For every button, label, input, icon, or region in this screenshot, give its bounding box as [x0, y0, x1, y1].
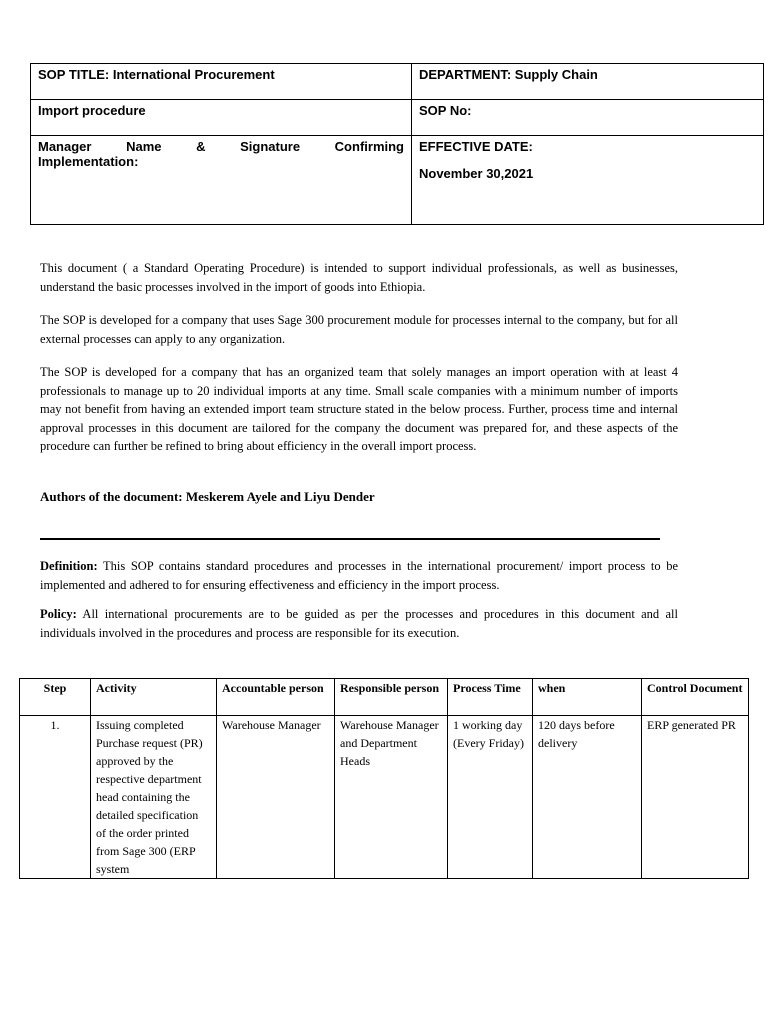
col-step: Step	[20, 679, 91, 716]
table-header-row	[20, 679, 749, 716]
effective-date-value: November 30,2021	[419, 166, 534, 181]
cell-responsible: Warehouse Manager and Department Heads	[335, 716, 448, 879]
procedure-steps-table	[19, 678, 749, 879]
col-control-document: Control Document	[642, 679, 749, 716]
sop-title-cell: SOP TITLE: International Procurement	[31, 64, 412, 100]
separator-rule	[40, 538, 660, 540]
manager-label-line2: Implementation:	[38, 154, 139, 169]
sage-paragraph: The SOP is developed for a company that uses Sage 300 procurement module for processes internal to the company, but for all external processes can apply to any organization.	[40, 313, 678, 346]
effective-date-cell	[412, 136, 764, 225]
team-paragraph: The SOP is developed for a company that has an organized team that solely manages an import operation with at least 4 professionals to manage up to 20 individual imports at any time. Small scale companies with a minimum number of imports may not benefit from having an extended import team structure stated in the below process. Further, process time and internal approval processes in this document are tailored for the company the document was prepared for, and these aspects of the procedure can further be refined to bring about efficiency in the overall import process.	[40, 365, 678, 453]
sop-no-cell: SOP No:	[412, 100, 764, 136]
effective-date-label: EFFECTIVE DATE:	[419, 139, 533, 154]
cell-process-time: 1 working day (Every Friday)	[448, 716, 533, 879]
col-responsible: Responsible person	[335, 679, 448, 716]
cell-control-document: ERP generated PR	[642, 716, 749, 879]
manager-signature-cell	[31, 136, 412, 225]
cell-activity: Issuing completed Purchase request (PR) approved by the respective department head containing the detailed specification of the order printed from Sage 300 (ERP system	[91, 716, 217, 879]
cell-step: 1.	[20, 716, 91, 879]
department-cell: DEPARTMENT: Supply Chain	[412, 64, 764, 100]
sop-header-table	[30, 63, 764, 225]
cell-accountable: Warehouse Manager	[217, 716, 335, 879]
definition-label: Definition:	[40, 559, 98, 573]
cell-when: 120 days before delivery	[533, 716, 642, 879]
col-activity: Activity	[91, 679, 217, 716]
definition-text: This SOP contains standard procedures and processes in the international procurement/ import process to be implemented and adhered to for ensuring effectiveness and efficiency in the import process.	[40, 559, 678, 592]
authors-line: Authors of the document: Meskerem Ayele and Liyu Dender	[40, 489, 375, 504]
col-accountable: Accountable person	[217, 679, 335, 716]
policy-paragraph	[40, 605, 678, 642]
col-process-time: Process Time	[448, 679, 533, 716]
policy-text: All international procurements are to be guided as per the processes and procedures in this document and all individuals involved in the procedures and process are responsible for its execution.	[40, 607, 678, 640]
policy-label: Policy:	[40, 607, 77, 621]
manager-label-line1: Manager Name & Signature Confirming	[38, 139, 404, 154]
table-row	[20, 716, 749, 879]
definition-paragraph	[40, 557, 678, 594]
import-procedure-cell: Import procedure	[31, 100, 412, 136]
intro-paragraph: This document ( a Standard Operating Procedure) is intended to support individual professionals, as well as businesses, understand the basic processes involved in the import of goods into Ethiopia.	[40, 261, 678, 294]
col-when: when	[533, 679, 642, 716]
